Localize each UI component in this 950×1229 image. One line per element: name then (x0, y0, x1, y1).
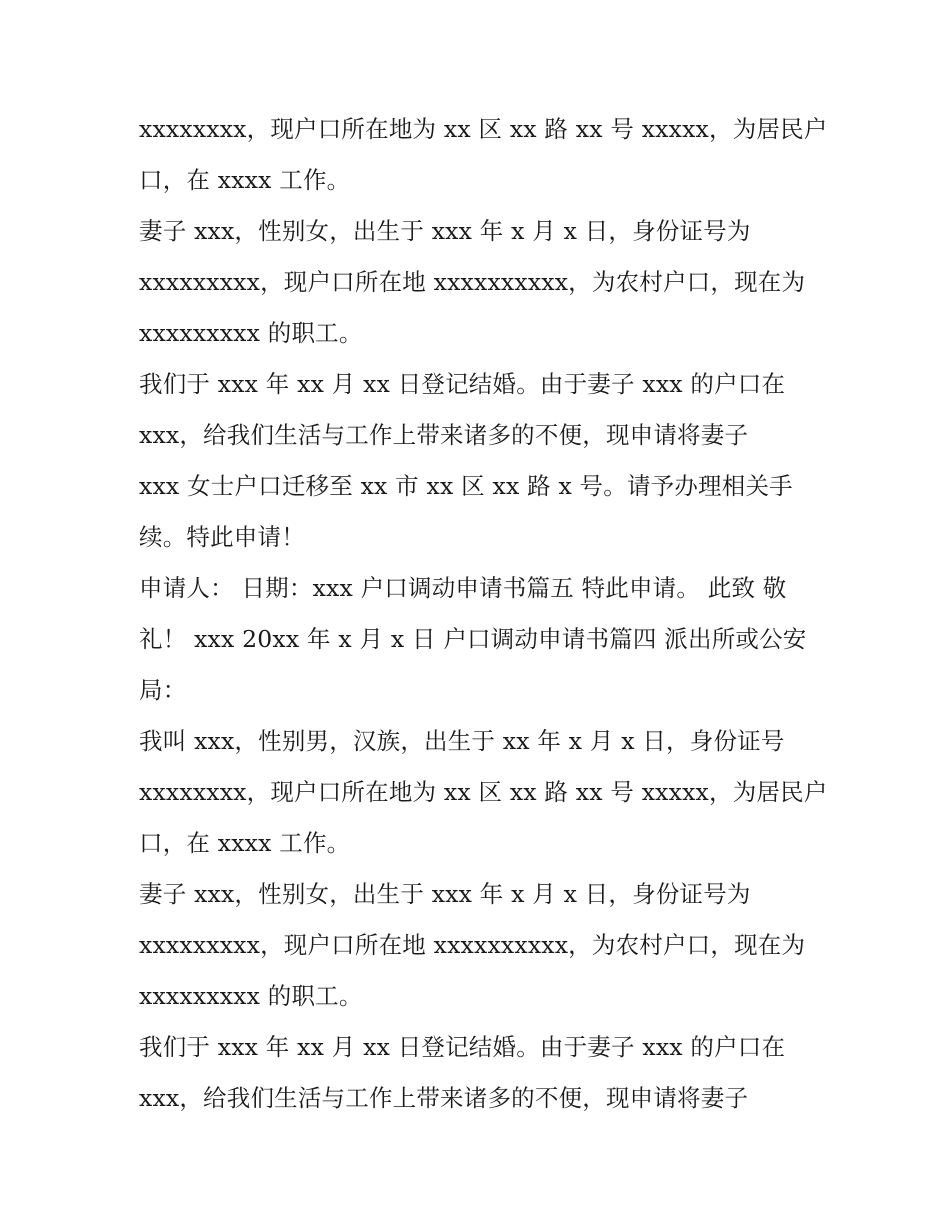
text-line: 续。特此申请！ (139, 523, 305, 551)
text-line: xxxxxxxxx 的职工。 (139, 319, 363, 347)
text-line: 局： (139, 676, 187, 704)
document-body (139, 104, 828, 1124)
text-line: xxxxxxxxx，现户口所在地 xxxxxxxxxx，为农村户口，现在为 (139, 931, 806, 959)
text-line: 我们于 xxx 年 xx 月 xx 日登记结婚。由于妻子 xxx 的户口在 (139, 1033, 786, 1061)
text-line: xxx，给我们生活与工作上带来诸多的不便，现申请将妻子 (139, 421, 749, 449)
text-line: 我们于 xxx 年 xx 月 xx 日登记结婚。由于妻子 xxx 的户口在 (139, 370, 786, 398)
text-line: xxxxxxxx，现户口所在地为 xx 区 xx 路 xx 号 xxxxx，为居民户 (139, 115, 828, 143)
text-line: 礼！ xxx 20xx 年 x 月 x 日 户口调动申请书篇四 派出所或公安 (139, 625, 807, 653)
text-line: 口，在 xxxx 工作。 (139, 829, 351, 857)
text-line: 口，在 xxxx 工作。 (139, 166, 351, 194)
text-line: 妻子 xxx，性别女，出生于 xxx 年 x 月 x 日，身份证号为 (139, 217, 751, 245)
text-line: 我叫 xxx，性别男，汉族，出生于 xx 年 x 月 x 日，身份证号 (139, 727, 785, 755)
text-line: xxxxxxxx，现户口所在地为 xx 区 xx 路 xx 号 xxxxx，为居民户 (139, 778, 828, 806)
text-line: xxxxxxxxx 的职工。 (139, 982, 363, 1010)
text-line: xxx 女士户口迁移至 xx 市 xx 区 xx 路 x 号。请予办理相关手 (139, 472, 793, 500)
text-line: xxx，给我们生活与工作上带来诸多的不便，现申请将妻子 (139, 1084, 749, 1112)
text-line: 妻子 xxx，性别女，出生于 xxx 年 x 月 x 日，身份证号为 (139, 880, 751, 908)
text-line: 申请人： 日期：xxx 户口调动申请书篇五 特此申请。 此致 敬 (139, 574, 787, 602)
text-line: xxxxxxxxx，现户口所在地 xxxxxxxxxx，为农村户口，现在为 (139, 268, 806, 296)
